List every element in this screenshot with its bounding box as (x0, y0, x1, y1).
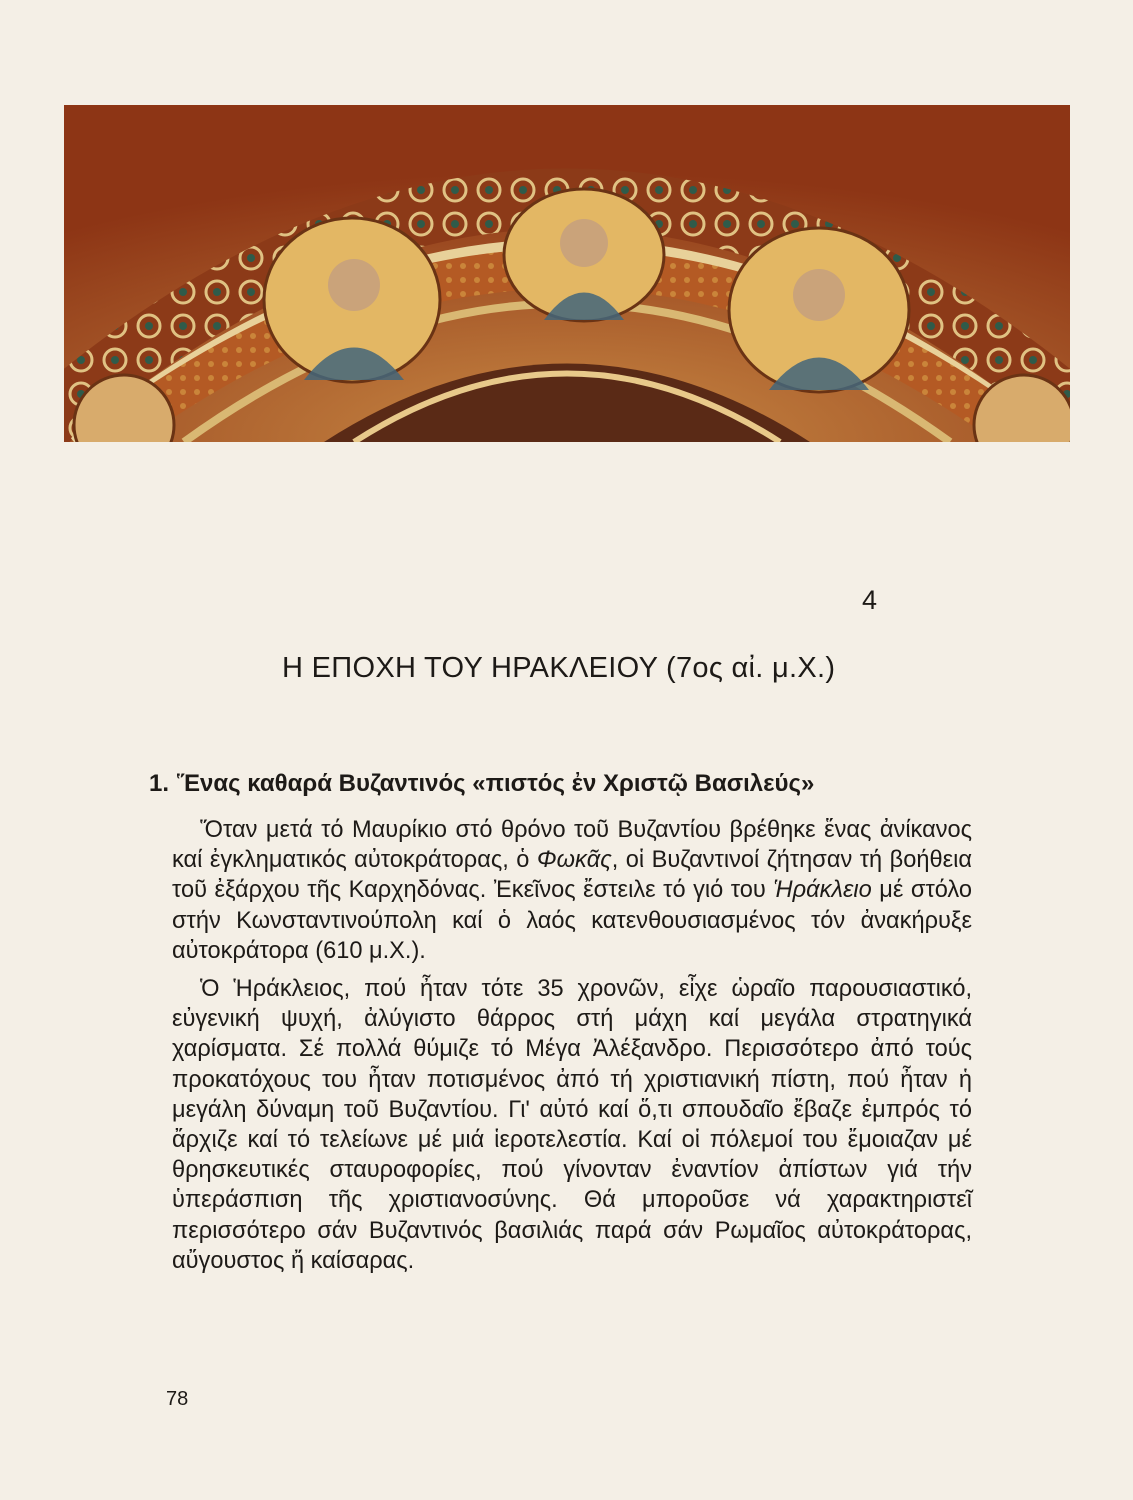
paragraph-1-part-1: Ὅταν μετά τό Μαυρίκιο στό θρόνο τοῦ Βυζαντίου βρέθηκε ἕνας ἀνίκανος καί ἐγκληματικός αὐτοκράτορας, ὁ (172, 817, 972, 874)
reverse-page-bleed-through (186, 440, 966, 462)
name-heraclius: Ἡράκλειο (773, 877, 872, 904)
section-number: 1. (149, 770, 170, 797)
chapter-number: 4 (862, 585, 878, 615)
paragraph-1 (172, 815, 972, 966)
byzantine-mosaic-image (64, 105, 1070, 442)
paragraph-1-part-2: , οἱ Βυζαντινοί ζήτησαν τή βοήθεια τοῦ ἐξάρχου τῆς Καρχηδόνας. Ἐκεῖνος ἔστειλε τό γιό του (172, 847, 972, 904)
chapter-title: Η ΕΠΟΧΗ ΤΟΥ ΗΡΑΚΛΕΙΟΥ (7ος αἰ. μ.Χ.) (282, 652, 836, 684)
byzantine-mosaic-icon (64, 105, 1070, 442)
page-number: 78 (166, 1388, 189, 1410)
paragraph-1-part-3: μέ στόλο στήν Κωνσταντινούπολη καί ὁ λαός κατενθουσιασμένος τόν ἀνακήρυξε αὐτοκράτορα (610 μ.Χ.). (172, 877, 972, 964)
body-text (172, 815, 972, 1276)
section-heading-text: Ἕνας καθαρά Βυζαντινός «πιστός ἐν Χριστῷ Βασιλεύς» (177, 770, 815, 797)
paragraph-2: Ὁ Ἡράκλειος, πού ἦταν τότε 35 χρονῶν, εἶχε ὡραῖο παρουσιαστικό, εὐγενική ψυχή, ἀλύγιστο θάρρος στή μάχη καί μεγάλα στρατηγικά χαρίσματα. Σέ πολλά θύμιζε τό Μέγα Ἀλέξανδρο. Περισσότερο ἀπό τούς προκατόχους του ἦταν ποτισμένος ἀπό τή χριστιανική πίστη, πού ἦταν ἡ μεγάλη δύναμη τοῦ Βυζαντίου. Γι' αὐτό καί ὅ,τι σπουδαῖο ἔβαζε ἐμπρός τό ἄρχιζε καί τό τελείωνε μέ μιά ἱεροτελεστία. Καί οἱ πόλεμοί του ἔμοιαζαν μέ θρησκευτικές σταυροφορίες, πού γίνονταν ἐναντίον ἀπίστων γιά τήν ὑπεράσπιση τῆς χριστιανοσύνης. Θά μποροῦσε νά χαρακτηριστεῖ περισσότερο σάν Βυζαντινός βασιλιάς παρά σάν Ρωμαῖος αὐτοκράτορας, αὔγουστος ἤ καίσαρας. (172, 976, 972, 1274)
section-heading (149, 770, 814, 798)
name-phokas: Φωκᾶς (536, 847, 612, 874)
